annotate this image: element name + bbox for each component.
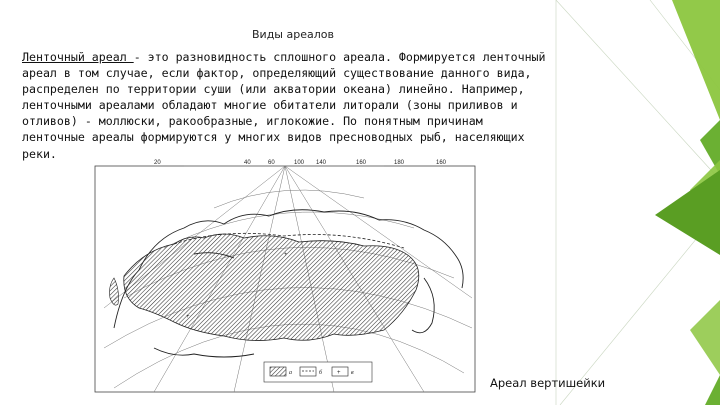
map-legend: [264, 362, 372, 382]
range-map: [94, 158, 476, 394]
map-caption: Ареал вертишейки: [490, 376, 606, 390]
longitude-label: 100: [294, 160, 305, 166]
longitude-label: 180: [394, 160, 405, 166]
plus-marker: +: [284, 252, 288, 258]
legend-swatch-a: [270, 367, 286, 376]
longitude-label: 160: [356, 160, 367, 166]
legend-label-b: б: [319, 370, 323, 376]
definition-text: - это разновидность сплошного ареала. Формируется ленточный ареал в том случае, если фактор, определяющий существование данного вида, распределен по территории суши (или акватории океана) линейно. Например, ленточными ареалами обладают многие обитатели литорали (зоны приливов и отливов) - моллюски, ракообразные, иглокожие. По понятным причинам ленточные ареалы формируются у многих видов пресноводных рыб, населяющих реки.: [22, 50, 546, 161]
longitude-label: 60: [268, 160, 275, 166]
legend-label-a: а: [289, 370, 292, 376]
longitude-label: 160: [436, 160, 447, 166]
body-text: [22, 49, 552, 162]
longitude-label: 20: [154, 160, 161, 166]
longitude-labels: [154, 160, 447, 166]
term-ribbon-range: Ленточный ареал: [22, 50, 134, 64]
body-paragraph: [22, 49, 552, 162]
legend-label-c: в: [351, 370, 354, 376]
legend-plus-symbol: +: [337, 370, 341, 376]
longitude-label: 140: [316, 160, 327, 166]
slide-title: Виды ареалов: [252, 28, 334, 41]
longitude-label: 40: [244, 160, 251, 166]
legend-swatch-b: [300, 367, 316, 376]
plus-marker: +: [186, 314, 190, 320]
